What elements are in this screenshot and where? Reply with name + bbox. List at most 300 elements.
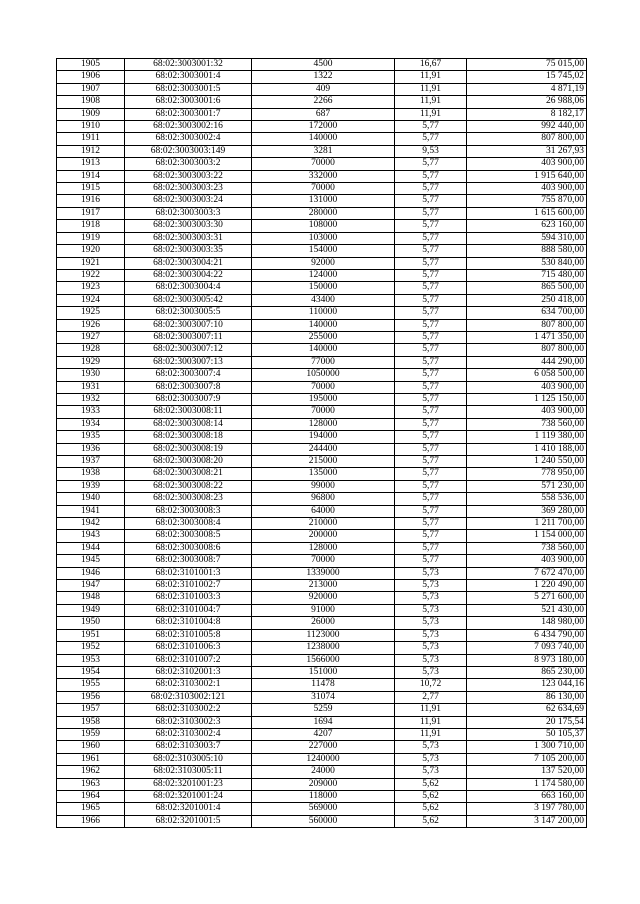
specific-value-cell: 5,62 [395,815,467,827]
area-cell: 2266 [252,96,395,108]
cadastral-number-cell: 68:02:3003008:5 [125,530,252,542]
area-cell: 687 [252,108,395,120]
cadastral-number-cell: 68:02:3003003:2 [125,158,252,170]
specific-value-cell: 5,73 [395,580,467,592]
area-cell: 92000 [252,257,395,269]
area-cell: 4207 [252,728,395,740]
cadastral-value-cell: 403 900,00 [467,406,587,418]
table-row [57,815,587,827]
cadastral-number-cell: 68:02:3003007:4 [125,369,252,381]
cadastral-value-cell: 807 800,00 [467,133,587,145]
area-cell: 70000 [252,158,395,170]
specific-value-cell: 5,77 [395,542,467,554]
row-number-cell: 1908 [57,96,125,108]
row-number-cell: 1926 [57,319,125,331]
table-row [57,307,587,319]
cadastral-value-cell: 1 154 000,00 [467,530,587,542]
cadastral-value-cell: 807 800,00 [467,319,587,331]
cadastral-number-cell: 68:02:3003001:7 [125,108,252,120]
row-number-cell: 1961 [57,753,125,765]
area-cell: 135000 [252,468,395,480]
table-row [57,617,587,629]
specific-value-cell: 5,77 [395,431,467,443]
cadastral-number-cell: 68:02:3201001:24 [125,790,252,802]
cadastral-number-cell: 68:02:3003003:3 [125,207,252,219]
cadastral-value-cell: 738 560,00 [467,418,587,430]
table-row [57,530,587,542]
row-number-cell: 1953 [57,654,125,666]
table-row [57,691,587,703]
cadastral-value-cell: 3 197 780,00 [467,803,587,815]
row-number-cell: 1941 [57,505,125,517]
cadastral-number-cell: 68:02:3003007:9 [125,393,252,405]
cadastral-value-cell: 3 147 200,00 [467,815,587,827]
row-number-cell: 1905 [57,59,125,71]
row-number-cell: 1947 [57,580,125,592]
specific-value-cell: 5,77 [395,443,467,455]
area-cell: 128000 [252,542,395,554]
area-cell: 210000 [252,518,395,530]
row-number-cell: 1957 [57,704,125,716]
area-cell: 70000 [252,381,395,393]
cadastral-number-cell: 68:02:3003008:4 [125,518,252,530]
row-number-cell: 1954 [57,666,125,678]
table-row [57,344,587,356]
cadastral-value-cell: 5 271 600,00 [467,592,587,604]
row-number-cell: 1960 [57,741,125,753]
specific-value-cell: 5,77 [395,195,467,207]
table-row [57,567,587,579]
table-row [57,96,587,108]
area-cell: 213000 [252,580,395,592]
row-number-cell: 1931 [57,381,125,393]
cadastral-number-cell: 68:02:3003002:16 [125,121,252,133]
specific-value-cell: 5,77 [395,307,467,319]
cadastral-number-cell: 68:02:3101007:2 [125,654,252,666]
specific-value-cell: 5,77 [395,530,467,542]
cadastral-value-cell: 992 440,00 [467,121,587,133]
table-row [57,604,587,616]
specific-value-cell: 16,67 [395,59,467,71]
cadastral-number-cell: 68:02:3003008:7 [125,555,252,567]
table-row [57,83,587,95]
cadastral-value-cell: 8 973 180,00 [467,654,587,666]
row-number-cell: 1933 [57,406,125,418]
area-cell: 1339000 [252,567,395,579]
cadastral-number-cell: 68:02:3003001:4 [125,71,252,83]
area-cell: 11478 [252,679,395,691]
row-number-cell: 1923 [57,282,125,294]
table-row [57,555,587,567]
cadastral-number-cell: 68:02:3103002:121 [125,691,252,703]
table-row [57,331,587,343]
row-number-cell: 1962 [57,766,125,778]
cadastral-number-cell: 68:02:3003008:18 [125,431,252,443]
specific-value-cell: 5,77 [395,331,467,343]
specific-value-cell: 5,77 [395,518,467,530]
cadastral-number-cell: 68:02:3003003:35 [125,245,252,257]
cadastral-value-cell: 1 240 550,00 [467,456,587,468]
area-cell: 172000 [252,121,395,133]
area-cell: 1322 [252,71,395,83]
cadastral-value-cell: 663 160,00 [467,790,587,802]
area-cell: 70000 [252,555,395,567]
cadastral-number-cell: 68:02:3101004:8 [125,617,252,629]
cadastral-number-cell: 68:02:3003007:8 [125,381,252,393]
row-number-cell: 1909 [57,108,125,120]
specific-value-cell: 5,77 [395,468,467,480]
cadastral-number-cell: 68:02:3003003:30 [125,220,252,232]
table-row [57,679,587,691]
row-number-cell: 1914 [57,170,125,182]
cadastral-value-cell: 807 800,00 [467,344,587,356]
table-row [57,728,587,740]
area-cell: 43400 [252,294,395,306]
cadastral-value-cell: 521 430,00 [467,604,587,616]
cadastral-number-cell: 68:02:3201001:4 [125,803,252,815]
table-row [57,418,587,430]
table-row [57,71,587,83]
area-cell: 195000 [252,393,395,405]
table-row [57,753,587,765]
specific-value-cell: 5,77 [395,393,467,405]
cadastral-value-cell: 778 950,00 [467,468,587,480]
table-row [57,580,587,592]
cadastral-number-cell: 68:02:3103005:11 [125,766,252,778]
table-body [57,59,587,828]
table-row [57,170,587,182]
specific-value-cell: 5,77 [395,245,467,257]
row-number-cell: 1955 [57,679,125,691]
cadastral-number-cell: 68:02:3201001:5 [125,815,252,827]
cadastral-value-cell: 1 300 710,00 [467,741,587,753]
specific-value-cell: 5,77 [395,170,467,182]
cadastral-value-cell: 755 870,00 [467,195,587,207]
area-cell: 26000 [252,617,395,629]
area-cell: 209000 [252,778,395,790]
row-number-cell: 1938 [57,468,125,480]
area-cell: 200000 [252,530,395,542]
cadastral-value-cell: 1 119 380,00 [467,431,587,443]
row-number-cell: 1940 [57,493,125,505]
cadastral-value-cell: 403 900,00 [467,183,587,195]
cadastral-value-cell: 865 230,00 [467,666,587,678]
specific-value-cell: 5,77 [395,133,467,145]
cadastral-value-cell: 8 182,17 [467,108,587,120]
area-cell: 128000 [252,418,395,430]
cadastral-number-cell: 68:02:3101005:8 [125,629,252,641]
cadastral-number-cell: 68:02:3003004:22 [125,269,252,281]
specific-value-cell: 5,77 [395,381,467,393]
table-row [57,245,587,257]
row-number-cell: 1929 [57,356,125,368]
area-cell: 140000 [252,344,395,356]
area-cell: 227000 [252,741,395,753]
area-cell: 1566000 [252,654,395,666]
table-row [57,766,587,778]
table-row [57,716,587,728]
cadastral-value-cell: 31 267,93 [467,145,587,157]
specific-value-cell: 5,73 [395,741,467,753]
row-number-cell: 1924 [57,294,125,306]
table-row [57,443,587,455]
specific-value-cell: 5,77 [395,294,467,306]
cadastral-value-cell: 62 634,69 [467,704,587,716]
specific-value-cell: 5,73 [395,642,467,654]
table-row [57,431,587,443]
table-row [57,493,587,505]
cadastral-value-cell: 20 175,54 [467,716,587,728]
table-row [57,282,587,294]
cadastral-number-cell: 68:02:3003005:42 [125,294,252,306]
cadastral-number-cell: 68:02:3003001:5 [125,83,252,95]
row-number-cell: 1943 [57,530,125,542]
row-number-cell: 1965 [57,803,125,815]
table-row [57,356,587,368]
area-cell: 64000 [252,505,395,517]
row-number-cell: 1921 [57,257,125,269]
cadastral-value-cell: 7 672 470,00 [467,567,587,579]
cadastral-number-cell: 68:02:3003008:6 [125,542,252,554]
cadastral-number-cell: 68:02:3101006:3 [125,642,252,654]
cadastral-value-cell: 1 915 640,00 [467,170,587,182]
specific-value-cell: 11,91 [395,704,467,716]
area-cell: 103000 [252,232,395,244]
specific-value-cell: 5,73 [395,753,467,765]
row-number-cell: 1915 [57,183,125,195]
table-row [57,207,587,219]
table-row [57,220,587,232]
cadastral-value-cell: 148 980,00 [467,617,587,629]
area-cell: 194000 [252,431,395,443]
cadastral-number-cell: 68:02:3003004:21 [125,257,252,269]
specific-value-cell: 5,77 [395,418,467,430]
cadastral-value-cell: 403 900,00 [467,381,587,393]
row-number-cell: 1932 [57,393,125,405]
cadastral-value-cell: 1 410 188,00 [467,443,587,455]
specific-value-cell: 5,73 [395,592,467,604]
table-row [57,59,587,71]
table-row [57,381,587,393]
cadastral-value-cell: 444 290,00 [467,356,587,368]
specific-value-cell: 2,77 [395,691,467,703]
row-number-cell: 1963 [57,778,125,790]
table-row [57,294,587,306]
cadastral-value-cell: 738 560,00 [467,542,587,554]
area-cell: 1240000 [252,753,395,765]
cadastral-number-cell: 68:02:3003008:14 [125,418,252,430]
cadastral-number-cell: 68:02:3103002:2 [125,704,252,716]
row-number-cell: 1966 [57,815,125,827]
cadastral-value-cell: 6 058 500,00 [467,369,587,381]
area-cell: 110000 [252,307,395,319]
cadastral-value-cell: 86 130,00 [467,691,587,703]
specific-value-cell: 11,91 [395,96,467,108]
table-row [57,704,587,716]
cadastral-number-cell: 68:02:3003007:13 [125,356,252,368]
cadastral-value-cell: 715 480,00 [467,269,587,281]
area-cell: 215000 [252,456,395,468]
cadastral-value-cell: 123 044,16 [467,679,587,691]
cadastral-number-cell: 68:02:3101002:7 [125,580,252,592]
area-cell: 70000 [252,183,395,195]
cadastral-value-cell: 623 160,00 [467,220,587,232]
table-row [57,778,587,790]
table-row [57,269,587,281]
cadastral-number-cell: 68:02:3003008:21 [125,468,252,480]
row-number-cell: 1956 [57,691,125,703]
specific-value-cell: 5,77 [395,356,467,368]
cadastral-number-cell: 68:02:3003005:5 [125,307,252,319]
table-row [57,790,587,802]
table-row [57,108,587,120]
specific-value-cell: 5,73 [395,567,467,579]
row-number-cell: 1942 [57,518,125,530]
cadastral-number-cell: 68:02:3003007:11 [125,331,252,343]
cadastral-value-cell: 530 840,00 [467,257,587,269]
cadastral-number-cell: 68:02:3003003:23 [125,183,252,195]
table-row [57,480,587,492]
cadastral-value-cell: 1 211 700,00 [467,518,587,530]
area-cell: 24000 [252,766,395,778]
cadastral-number-cell: 68:02:3103002:4 [125,728,252,740]
row-number-cell: 1946 [57,567,125,579]
cadastral-number-cell: 68:02:3003007:10 [125,319,252,331]
area-cell: 151000 [252,666,395,678]
row-number-cell: 1939 [57,480,125,492]
cadastral-value-cell: 369 280,00 [467,505,587,517]
specific-value-cell: 5,62 [395,790,467,802]
table-row [57,232,587,244]
cadastral-value-cell: 888 580,00 [467,245,587,257]
row-number-cell: 1952 [57,642,125,654]
area-cell: 154000 [252,245,395,257]
cadastral-number-cell: 68:02:3103002:1 [125,679,252,691]
specific-value-cell: 9,53 [395,145,467,157]
cadastral-value-cell: 634 700,00 [467,307,587,319]
table-row [57,642,587,654]
specific-value-cell: 5,77 [395,505,467,517]
cadastral-value-cell: 1 615 600,00 [467,207,587,219]
area-cell: 118000 [252,790,395,802]
row-number-cell: 1907 [57,83,125,95]
row-number-cell: 1928 [57,344,125,356]
area-cell: 140000 [252,133,395,145]
cadastral-number-cell: 68:02:3003001:6 [125,96,252,108]
cadastral-value-cell: 6 434 790,00 [467,629,587,641]
cadastral-number-cell: 68:02:3102001:3 [125,666,252,678]
row-number-cell: 1950 [57,617,125,629]
cadastral-number-cell: 68:02:3003008:22 [125,480,252,492]
area-cell: 140000 [252,319,395,331]
row-number-cell: 1949 [57,604,125,616]
cadastral-number-cell: 68:02:3003003:31 [125,232,252,244]
area-cell: 31074 [252,691,395,703]
row-number-cell: 1920 [57,245,125,257]
cadastral-value-table [56,58,587,828]
area-cell: 409 [252,83,395,95]
area-cell: 332000 [252,170,395,182]
specific-value-cell: 5,77 [395,369,467,381]
area-cell: 4500 [252,59,395,71]
table-row [57,393,587,405]
row-number-cell: 1964 [57,790,125,802]
cadastral-value-cell: 137 520,00 [467,766,587,778]
cadastral-value-cell: 594 310,00 [467,232,587,244]
table-row [57,195,587,207]
cadastral-number-cell: 68:02:3003008:19 [125,443,252,455]
cadastral-number-cell: 68:02:3003008:3 [125,505,252,517]
row-number-cell: 1911 [57,133,125,145]
specific-value-cell: 5,73 [395,617,467,629]
row-number-cell: 1925 [57,307,125,319]
row-number-cell: 1927 [57,331,125,343]
cadastral-value-cell: 75 015,00 [467,59,587,71]
specific-value-cell: 5,73 [395,666,467,678]
cadastral-number-cell: 68:02:3003003:149 [125,145,252,157]
specific-value-cell: 11,91 [395,71,467,83]
specific-value-cell: 5,77 [395,406,467,418]
row-number-cell: 1918 [57,220,125,232]
cadastral-value-cell: 7 105 200,00 [467,753,587,765]
row-number-cell: 1910 [57,121,125,133]
table-row [57,654,587,666]
specific-value-cell: 5,77 [395,232,467,244]
area-cell: 920000 [252,592,395,604]
specific-value-cell: 5,77 [395,344,467,356]
area-cell: 70000 [252,406,395,418]
specific-value-cell: 5,73 [395,766,467,778]
cadastral-number-cell: 68:02:3103002:3 [125,716,252,728]
specific-value-cell: 11,91 [395,83,467,95]
specific-value-cell: 5,77 [395,220,467,232]
specific-value-cell: 5,77 [395,183,467,195]
table-row [57,542,587,554]
specific-value-cell: 5,77 [395,319,467,331]
cadastral-value-cell: 1 174 580,00 [467,778,587,790]
table-row [57,518,587,530]
cadastral-number-cell: 68:02:3003008:11 [125,406,252,418]
area-cell: 108000 [252,220,395,232]
table-row [57,158,587,170]
row-number-cell: 1959 [57,728,125,740]
cadastral-value-cell: 571 230,00 [467,480,587,492]
area-cell: 280000 [252,207,395,219]
row-number-cell: 1912 [57,145,125,157]
table-row [57,468,587,480]
table-row [57,319,587,331]
row-number-cell: 1935 [57,431,125,443]
cadastral-number-cell: 68:02:3003007:12 [125,344,252,356]
area-cell: 1050000 [252,369,395,381]
specific-value-cell: 5,62 [395,803,467,815]
specific-value-cell: 11,91 [395,728,467,740]
specific-value-cell: 5,77 [395,555,467,567]
cadastral-value-cell: 26 988,06 [467,96,587,108]
table-row [57,803,587,815]
row-number-cell: 1919 [57,232,125,244]
cadastral-value-cell: 4 871,19 [467,83,587,95]
area-cell: 96800 [252,493,395,505]
table-row [57,592,587,604]
area-cell: 3281 [252,145,395,157]
table-row [57,133,587,145]
row-number-cell: 1958 [57,716,125,728]
row-number-cell: 1937 [57,456,125,468]
cadastral-number-cell: 68:02:3003008:20 [125,456,252,468]
cadastral-number-cell: 68:02:3003003:24 [125,195,252,207]
specific-value-cell: 11,91 [395,716,467,728]
